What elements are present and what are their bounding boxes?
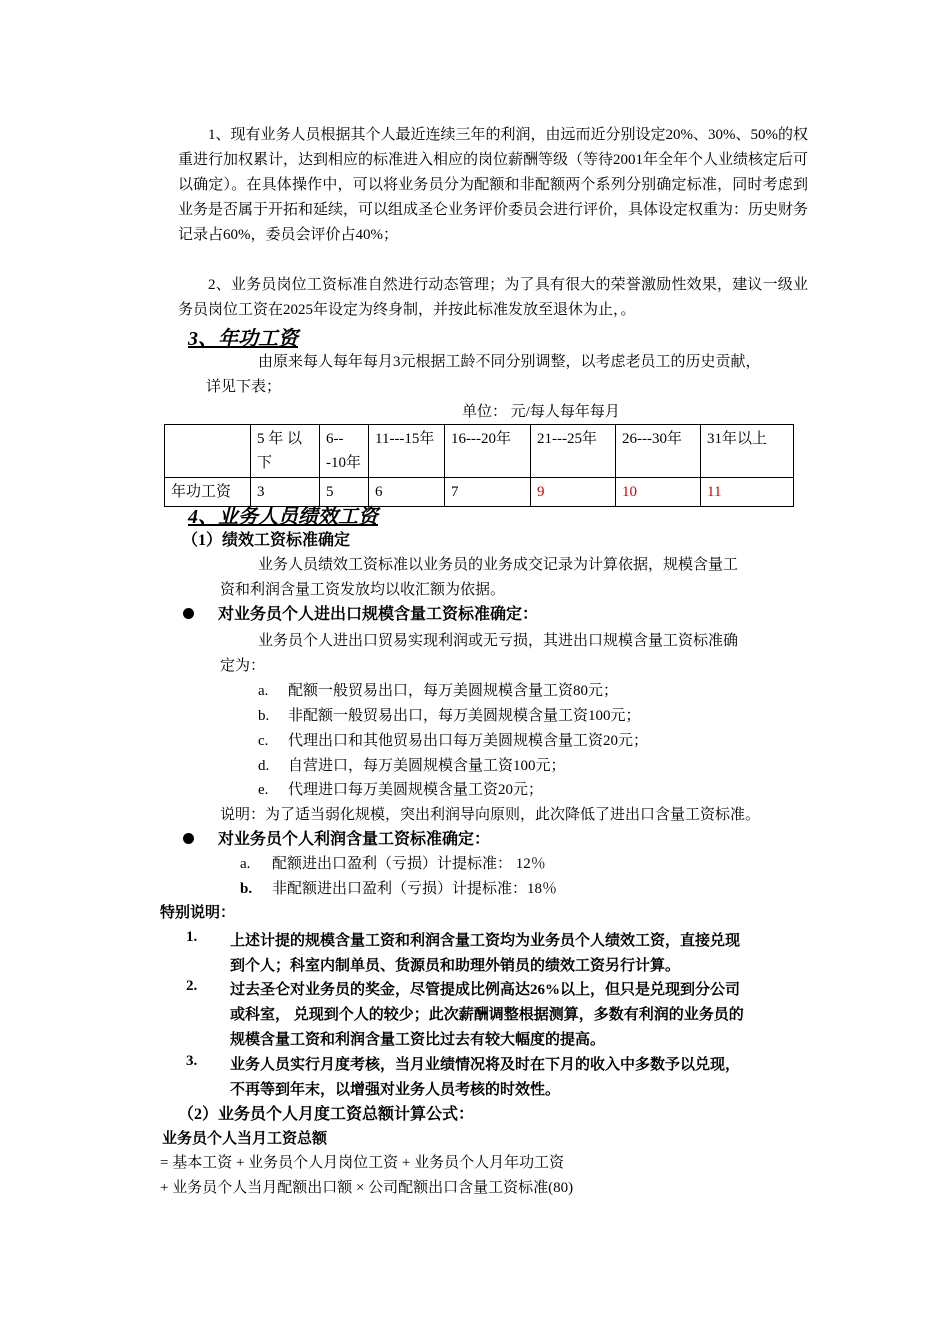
list-marker: e. [258, 782, 269, 798]
paragraph-dynamic-management-text: 2、业务员岗位工资标准自然进行动态管理；为了具有很大的荣誉激励性效果，建议一级业务员岗位工资在2025年设定为终身制，并按此标准发放至退休为止，。 [178, 277, 808, 318]
paragraph-dynamic-management [178, 273, 808, 323]
list-item [258, 778, 543, 799]
special-text-line: 不再等到年末，以增强对业务人员考核的时效性。 [230, 1082, 561, 1098]
table-cell: 6 [369, 478, 445, 507]
list-marker: c. [258, 733, 269, 749]
subsection1-title: （1）绩效工资标准确定 [182, 532, 351, 549]
subsection1-text-line2: 资和利润含量工资发放均以收汇额为依据。 [220, 582, 506, 598]
table-unit: 单位： 元/每人每年每月 [462, 404, 620, 420]
table-header-cell: 26---30年 [616, 425, 701, 478]
section3-heading: 3、年功工资 [188, 328, 298, 350]
bullet2-title: 对业务员个人利润含量工资标准确定： [218, 831, 491, 848]
bullet1-text-line2: 定为： [220, 658, 266, 674]
subsection2-title: （2）业务员个人月度工资总额计算公式： [178, 1106, 475, 1123]
special-text-line: 过去圣仑对业务员的奖金，尽管提成比例高达26%以上，但只是兑现到分公司 [230, 982, 741, 998]
table-cell: 11 [701, 478, 794, 507]
list-text: 代理出口和其他贸易出口每万美圆规模含量工资20元； [288, 733, 649, 749]
formula-line1: = 基本工资 + 业务员个人月岗位工资 + 业务员个人月年功工资 [160, 1155, 565, 1171]
paragraph-weighting [178, 123, 808, 248]
subsection1-text-line1: 业务人员绩效工资标准以业务员的业务成交记录为计算依据，规模含量工 [258, 557, 739, 573]
table-cell: 3 [251, 478, 320, 507]
list-text: 代理进口每万美圆规模含量工资20元； [288, 782, 544, 798]
section3-intro-line2: 详见下表； [206, 379, 282, 395]
list-marker: d. [258, 758, 270, 774]
bullet-icon [183, 608, 194, 619]
special-text-line: 业务人员实行月度考核，当月业绩情况将及时在下月的收入中多数予以兑现， [230, 1057, 741, 1073]
special-text-line: 或科室， 兑现到个人的较少；此次薪酬调整根据测算，多数有利润的业务员的 [230, 1007, 744, 1023]
paragraph-weighting-text: 1、现有业务人员根据其个人最近连续三年的利润，由远而近分别设定20%、30%、50%的权重进行加权累计，达到相应的标准进入相应的岗位薪酬等级（等待2001年全年个人业绩核定后可以确定）。在具体操作中，可以将业务员分为配额和非配额两个系列分别确定标准，同时考虑到业务是否属于开拓和延续，可以组成圣仑业务评价委员会进行评价，具体设定权重为：历史财务记录占60%，委员会评价占40%； [178, 127, 809, 243]
list-item [240, 852, 546, 873]
table-row-label: 年功工资 [165, 478, 251, 507]
special-text-line: 到个人；科室内制单员、货源员和助理外销员的绩效工资另行计算。 [230, 958, 681, 974]
table-header-row [165, 425, 794, 478]
section4-heading: 4、业务人员绩效工资 [188, 506, 378, 528]
list-text: 非配额一般贸易出口，每万美圆规模含量工资100元； [288, 708, 641, 724]
bullet1-title: 对业务员个人进出口规模含量工资标准确定： [218, 606, 539, 623]
table-header-cell: 31年以上 [701, 425, 794, 478]
table-cell: 9 [531, 478, 616, 507]
table-cell: 10 [616, 478, 701, 507]
table-header-cell [165, 425, 251, 478]
bullet1-text-line1: 业务员个人进出口贸易实现利润或无亏损，其进出口规模含量工资标准确 [258, 633, 739, 649]
special-title: 特别说明： [160, 905, 236, 921]
special-text-line: 上述计提的规模含量工资和利润含量工资均为业务员个人绩效工资，直接兑现 [230, 933, 741, 949]
table-header-cell: 6---10年 [320, 425, 369, 478]
formula-title: 业务员个人当月工资总额 [162, 1131, 328, 1147]
list-text: 配额一般贸易出口，每万美圆规模含量工资80元； [288, 683, 619, 699]
list-item [258, 679, 618, 700]
table-header-cell: 11---15年 [369, 425, 445, 478]
formula-line2: + 业务员个人当月配额出口额 × 公司配额出口含量工资标准(80) [160, 1180, 574, 1196]
table-cell: 7 [445, 478, 531, 507]
special-marker: 1. [186, 929, 198, 945]
seniority-pay-table [164, 424, 794, 507]
list-item [258, 754, 566, 775]
list-marker: a. [240, 856, 251, 872]
table-cell: 5 [320, 478, 369, 507]
list-text: 配额进出口盈利（亏损）计提标准： 12％ [272, 856, 546, 872]
list-text: 自营进口，每万美圆规模含量工资100元； [288, 758, 566, 774]
list-text: 非配额进出口盈利（亏损）计提标准：18％ [272, 881, 558, 897]
special-text-line: 规模含量工资和利润含量工资比过去有较大幅度的提高。 [230, 1032, 606, 1048]
list-item [258, 704, 641, 725]
list-item [258, 729, 648, 750]
list-marker: b. [258, 708, 270, 724]
bullet-icon [183, 833, 194, 844]
table-header-cell: 5 年 以下 [251, 425, 320, 478]
note-text: 说明：为了适当弱化规模，突出利润导向原则，此次降低了进出口含量工资标准。 [220, 807, 761, 823]
list-marker: b. [240, 881, 253, 897]
list-item [240, 877, 557, 898]
section3-intro-line1: 由原来每人每年每月3元根据工龄不同分别调整，以考虑老员工的历史贡献， [258, 354, 761, 370]
list-marker: a. [258, 683, 269, 699]
table-header-cell: 16---20年 [445, 425, 531, 478]
special-marker: 2. [186, 978, 198, 994]
table-header-cell: 21---25年 [531, 425, 616, 478]
special-marker: 3. [186, 1053, 198, 1069]
